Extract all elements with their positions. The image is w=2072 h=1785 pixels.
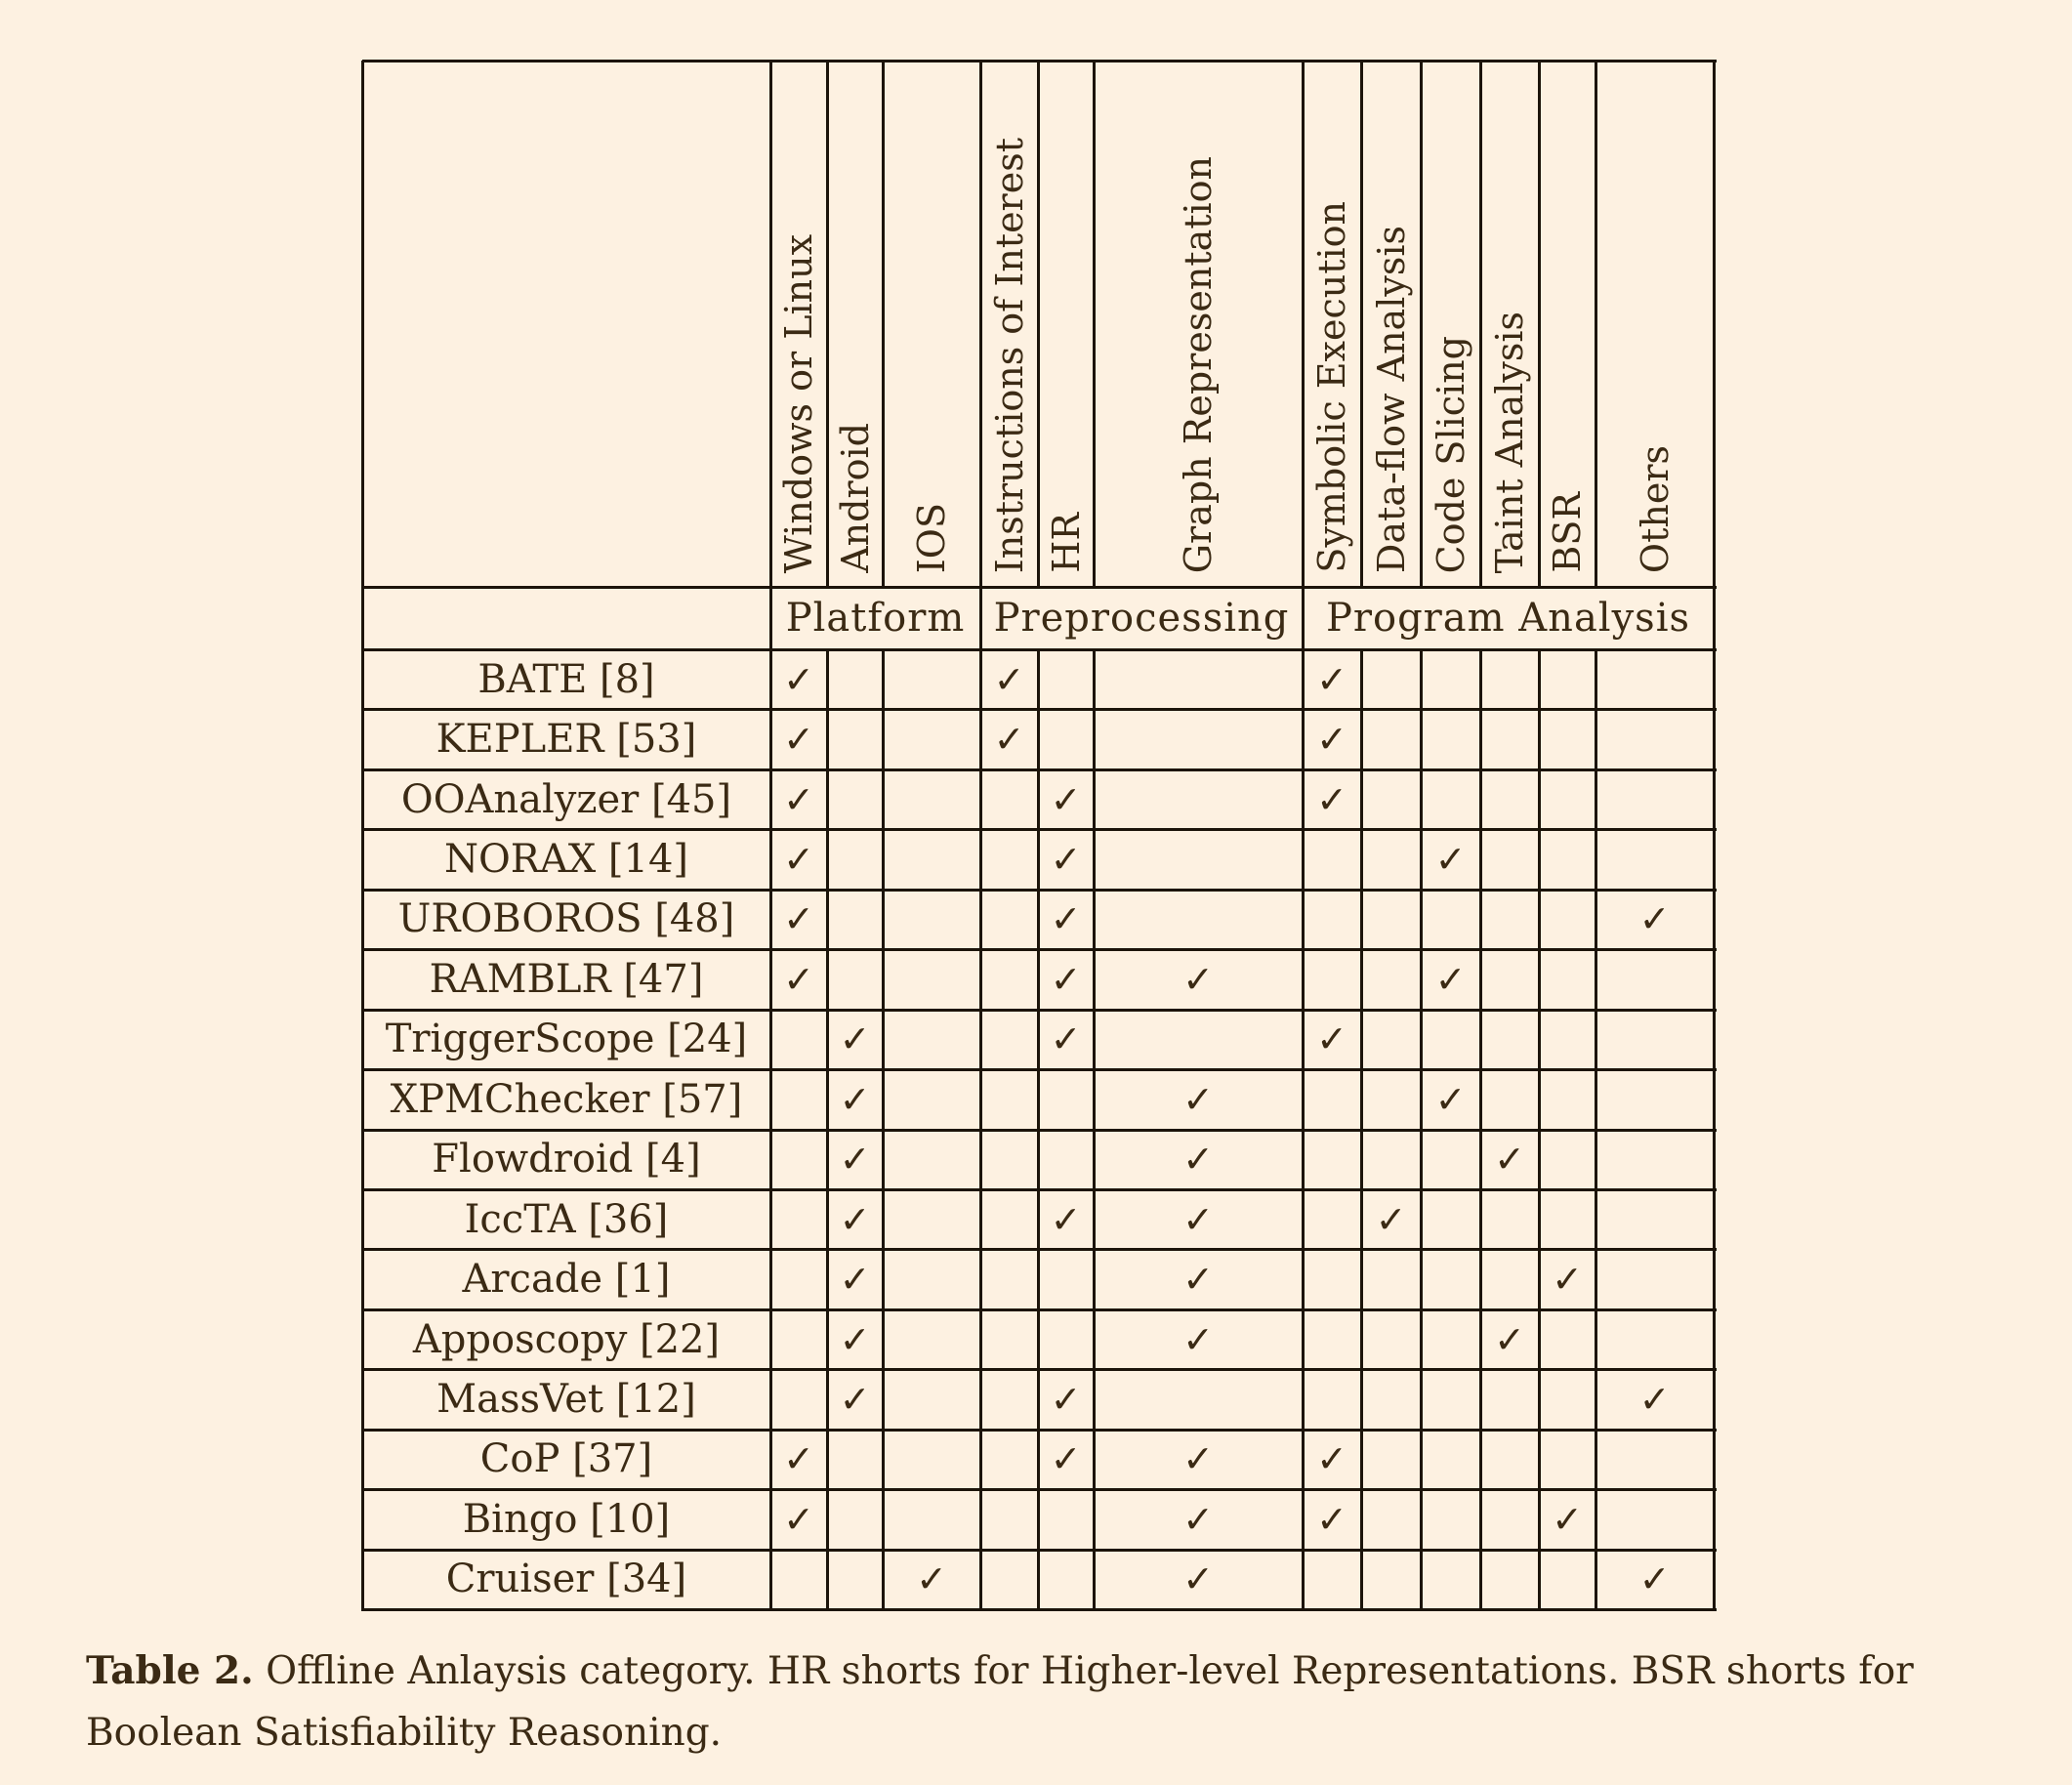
check-mark-icon: ✓	[1434, 957, 1467, 1001]
check-mark-icon: ✓	[1182, 1437, 1214, 1481]
group-header: Platform	[785, 596, 966, 641]
column-header	[1038, 61, 1094, 587]
check-mark-icon: ✓	[1552, 1497, 1583, 1541]
column-rule	[1420, 649, 1423, 1611]
column-header-label: Others	[1633, 444, 1677, 573]
check-mark-icon: ✓	[839, 1197, 871, 1241]
caption-label: Table 2.	[86, 1648, 254, 1693]
column-header-label: Symbolic Execution	[1310, 201, 1353, 573]
check-mark-icon: ✓	[993, 657, 1025, 701]
check-mark-icon: ✓	[783, 657, 814, 701]
tool-name: UROBOROS [48]	[397, 896, 735, 942]
offline-analysis-table	[362, 61, 1715, 1609]
tool-name: Flowdroid [4]	[432, 1137, 701, 1183]
check-mark-icon: ✓	[1638, 1557, 1671, 1601]
column-header	[1421, 61, 1480, 587]
column-header-label: Instructions of Interest	[987, 137, 1031, 573]
check-mark-icon: ✓	[1494, 1138, 1525, 1182]
check-mark-icon: ✓	[783, 777, 814, 821]
column-header	[1094, 61, 1303, 587]
check-mark-icon: ✓	[1182, 1497, 1214, 1541]
column-header	[827, 61, 883, 587]
check-mark-icon: ✓	[783, 897, 814, 941]
check-mark-icon: ✓	[1182, 1077, 1214, 1121]
tool-name: Cruiser [34]	[445, 1557, 687, 1602]
column-header-label: Android	[833, 423, 877, 573]
column-header-label: Code Slicing	[1429, 335, 1472, 573]
column-header	[883, 61, 980, 587]
check-mark-icon: ✓	[1316, 777, 1347, 821]
check-mark-icon: ✓	[1050, 897, 1082, 941]
column-header-label: HR	[1044, 513, 1088, 573]
tool-name: MassVet [12]	[436, 1376, 696, 1422]
group-header: Program Analysis	[1325, 596, 1691, 641]
check-mark-icon: ✓	[783, 1437, 814, 1481]
column-header-label: Data-flow Analysis	[1369, 225, 1413, 573]
check-mark-icon: ✓	[783, 718, 814, 762]
check-mark-icon: ✓	[1182, 1317, 1214, 1361]
column-header-label: Windows or Linux	[777, 233, 820, 573]
check-mark-icon: ✓	[1050, 1017, 1082, 1061]
tool-name: RAMBLR [47]	[429, 956, 704, 1002]
check-mark-icon: ✓	[1050, 1437, 1082, 1481]
check-mark-icon: ✓	[1050, 1197, 1082, 1241]
check-mark-icon: ✓	[1182, 1197, 1214, 1241]
check-mark-icon: ✓	[1638, 1377, 1671, 1421]
check-mark-icon: ✓	[1182, 1557, 1214, 1601]
check-mark-icon: ✓	[993, 718, 1025, 762]
check-mark-icon: ✓	[1050, 838, 1082, 882]
check-mark-icon: ✓	[1316, 1437, 1347, 1481]
check-mark-icon: ✓	[1316, 1017, 1347, 1061]
group-header: Preprocessing	[993, 596, 1290, 641]
check-mark-icon: ✓	[1552, 1258, 1583, 1302]
check-mark-icon: ✓	[1494, 1317, 1525, 1361]
column-header	[770, 61, 827, 587]
column-header-label: Graph Representation	[1177, 155, 1220, 573]
check-mark-icon: ✓	[783, 957, 814, 1001]
caption-text: Offline Anlaysis category. HR shorts for Higher-level Representations. BSR shorts for Boolean Satisfiability Reasoning.	[86, 1649, 1914, 1755]
check-mark-icon: ✓	[1050, 957, 1082, 1001]
check-mark-icon: ✓	[1638, 897, 1671, 941]
tool-name: NORAX [14]	[443, 837, 689, 883]
column-rule	[1595, 649, 1597, 1611]
check-mark-icon: ✓	[839, 1258, 871, 1302]
check-mark-icon: ✓	[839, 1077, 871, 1121]
check-mark-icon: ✓	[1316, 1497, 1347, 1541]
column-header-label: Taint Analysis	[1488, 311, 1531, 573]
check-mark-icon: ✓	[839, 1017, 871, 1061]
tool-name: BATE [8]	[477, 656, 655, 702]
column-header	[980, 61, 1038, 587]
column-header	[1361, 61, 1421, 587]
check-mark-icon: ✓	[1434, 1077, 1467, 1121]
check-mark-icon: ✓	[1316, 718, 1347, 762]
column-header	[1539, 61, 1595, 587]
tool-name: Apposcopy [22]	[412, 1316, 721, 1362]
check-mark-icon: ✓	[839, 1317, 871, 1361]
tool-name: KEPLER [53]	[435, 717, 697, 763]
tool-name: CoP [37]	[479, 1436, 653, 1482]
check-mark-icon: ✓	[1375, 1197, 1407, 1241]
check-mark-icon: ✓	[783, 838, 814, 882]
tool-name: TriggerScope [24]	[385, 1017, 748, 1062]
table-caption	[86, 1640, 2000, 1764]
column-header-label: BSR	[1546, 492, 1589, 573]
column-header-label: IOS	[910, 502, 953, 573]
column-header	[1595, 61, 1714, 587]
check-mark-icon: ✓	[1182, 957, 1214, 1001]
check-mark-icon: ✓	[1434, 838, 1467, 882]
tool-name: Bingo [10]	[462, 1496, 671, 1542]
check-mark-icon: ✓	[839, 1138, 871, 1182]
check-mark-icon: ✓	[1316, 657, 1347, 701]
check-mark-icon: ✓	[1182, 1138, 1214, 1182]
column-header	[1303, 61, 1361, 587]
tool-name: XPMChecker [57]	[390, 1076, 743, 1122]
tool-name: IccTA [36]	[464, 1196, 669, 1242]
check-mark-icon: ✓	[1050, 1377, 1082, 1421]
check-mark-icon: ✓	[783, 1497, 814, 1541]
check-mark-icon: ✓	[1050, 777, 1082, 821]
tool-name: OOAnalyzer [45]	[400, 776, 732, 822]
check-mark-icon: ✓	[839, 1377, 871, 1421]
tool-name: Arcade [1]	[462, 1257, 671, 1303]
check-mark-icon: ✓	[916, 1557, 947, 1601]
column-header	[1480, 61, 1539, 587]
check-mark-icon: ✓	[1182, 1258, 1214, 1302]
